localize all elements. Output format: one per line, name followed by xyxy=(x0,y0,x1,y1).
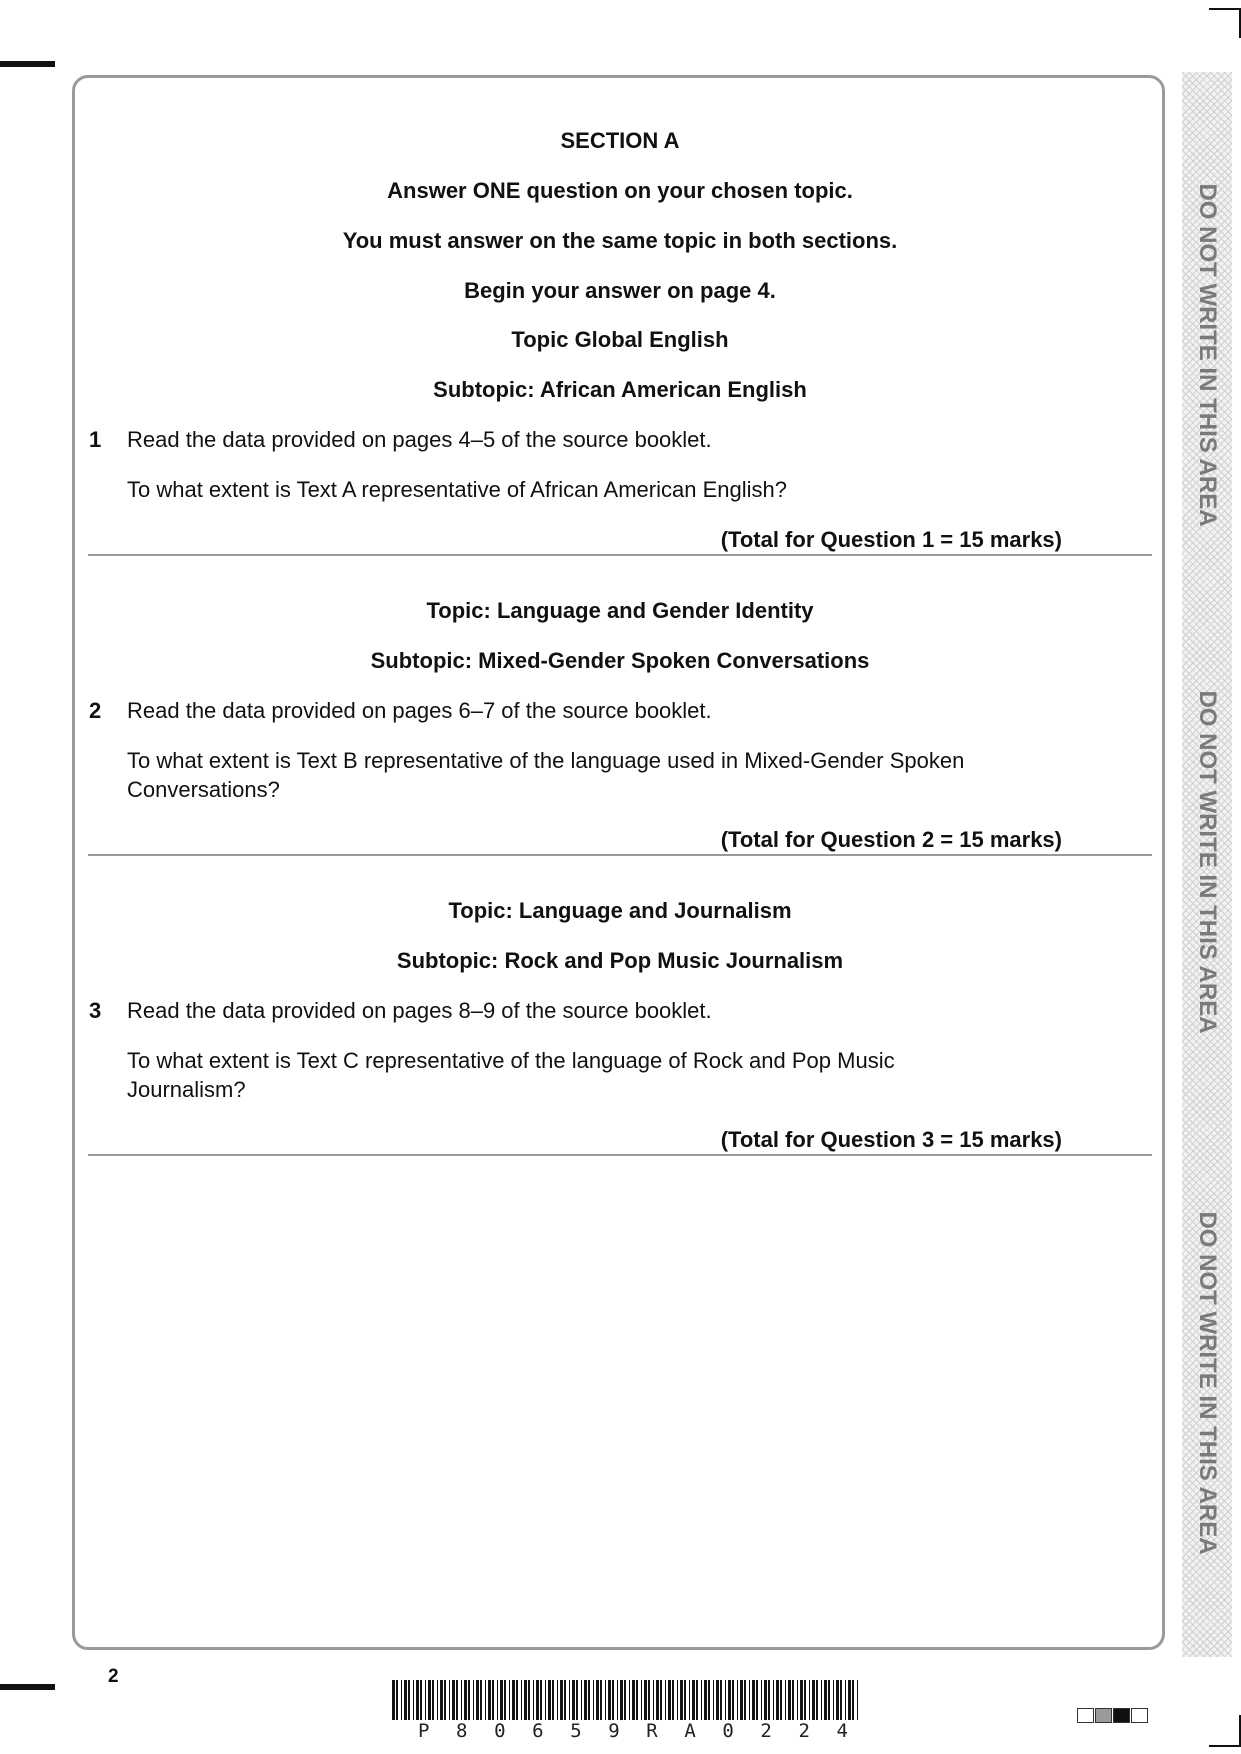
q3-instruction: Read the data provided on pages 8–9 of the source booklet. xyxy=(127,998,712,1023)
barcode-bar xyxy=(653,1680,654,1720)
barcode-bar xyxy=(564,1680,566,1720)
q3-prompt: To what extent is Text C representative of the language of Rock and Pop Music Journalism? xyxy=(127,1048,895,1102)
q1-prompt: To what extent is Text A representative of African American English? xyxy=(127,477,787,502)
barcode-bar xyxy=(452,1680,455,1720)
barcode-char: 9 xyxy=(608,1720,620,1742)
barcode-bar xyxy=(668,1680,671,1720)
q3-total-marks: (Total for Question 3 = 15 marks) xyxy=(720,1127,1062,1152)
marker-square-grey xyxy=(1095,1708,1112,1723)
q2-prompt: To what extent is Text B representative of the language used in Mixed-Gender Spoken Conversations? xyxy=(127,748,965,802)
barcode-char: 2 xyxy=(760,1720,772,1742)
page-marker-squares xyxy=(1077,1708,1148,1723)
barcode-bar xyxy=(672,1680,674,1720)
barcode-bar xyxy=(656,1680,659,1720)
barcode-bar xyxy=(761,1680,762,1720)
instruction-same-topic: You must answer on the same topic in both sections. xyxy=(342,228,898,253)
barcode-bar xyxy=(780,1680,782,1720)
q1-total-marks: (Total for Question 1 = 15 marks) xyxy=(720,527,1062,552)
barcode-bar xyxy=(708,1680,710,1720)
barcode-bar xyxy=(833,1680,834,1720)
marker-square-empty xyxy=(1131,1708,1148,1723)
barcode-bar xyxy=(752,1680,755,1720)
barcode-bar xyxy=(632,1680,635,1720)
q2-instruction: Read the data provided on pages 6–7 of the source booklet. xyxy=(127,698,712,723)
barcode-bar xyxy=(773,1680,774,1720)
q3-divider xyxy=(88,1154,1152,1156)
barcode-char: 0 xyxy=(494,1720,506,1742)
barcode-bar xyxy=(629,1680,630,1720)
barcode-bar xyxy=(588,1680,590,1720)
barcode-char: 0 xyxy=(722,1720,734,1742)
barcode-bar xyxy=(677,1680,678,1720)
barcode-bar xyxy=(768,1680,770,1720)
barcode-bar xyxy=(696,1680,698,1720)
barcode-bar xyxy=(468,1680,470,1720)
marker-square-black xyxy=(1113,1708,1130,1723)
barcode-bar xyxy=(444,1680,446,1720)
q3-number: 3 xyxy=(89,998,102,1023)
registration-mark-bottom-right-h xyxy=(1209,1745,1241,1747)
barcode-bar xyxy=(404,1680,407,1720)
barcode-bar xyxy=(593,1680,594,1720)
barcode-bar xyxy=(509,1680,510,1720)
barcode-bar xyxy=(744,1680,746,1720)
barcode-bar xyxy=(605,1680,606,1720)
q2-total-marks: (Total for Question 2 = 15 marks) xyxy=(720,827,1062,852)
q1-number: 1 xyxy=(89,427,102,452)
barcode-bar xyxy=(756,1680,758,1720)
barcode-bar xyxy=(740,1680,743,1720)
barcode-bar xyxy=(464,1680,467,1720)
barcode-bar xyxy=(548,1680,551,1720)
barcode-bar xyxy=(584,1680,587,1720)
barcode-bar xyxy=(821,1680,822,1720)
barcode-bar xyxy=(533,1680,534,1720)
barcode-bar xyxy=(648,1680,650,1720)
barcode-bar xyxy=(608,1680,611,1720)
barcode-char: 5 xyxy=(570,1720,582,1742)
q2-number: 2 xyxy=(89,698,102,723)
barcode-bar xyxy=(704,1680,707,1720)
barcode-bar xyxy=(576,1680,578,1720)
barcode-bar xyxy=(840,1680,842,1720)
barcode-bar xyxy=(689,1680,690,1720)
barcode-bar xyxy=(816,1680,818,1720)
barcode-bar xyxy=(416,1680,419,1720)
page-number: 2 xyxy=(108,1666,119,1687)
barcode-char: 8 xyxy=(456,1720,468,1742)
barcode-bar xyxy=(701,1680,702,1720)
barcode-bar xyxy=(536,1680,539,1720)
barcode-bar xyxy=(644,1680,647,1720)
barcode-char: R xyxy=(646,1720,658,1742)
barcode-char: A xyxy=(684,1720,696,1742)
registration-mark-bottom-left xyxy=(0,1684,55,1690)
instruction-begin-page: Begin your answer on page 4. xyxy=(464,278,776,303)
barcode-char: 4 xyxy=(836,1720,848,1742)
barcode-bar xyxy=(788,1680,791,1720)
barcode-bar xyxy=(449,1680,450,1720)
barcode-bar xyxy=(641,1680,642,1720)
barcode-text xyxy=(418,1720,848,1742)
barcode-bar xyxy=(617,1680,618,1720)
barcode-bar xyxy=(776,1680,779,1720)
question-frame xyxy=(72,75,1165,1650)
barcode-bar xyxy=(749,1680,750,1720)
barcode-bar xyxy=(521,1680,522,1720)
barcode-bar xyxy=(845,1680,846,1720)
barcode-bar xyxy=(413,1680,414,1720)
barcode-bar xyxy=(836,1680,839,1720)
barcode-bar xyxy=(764,1680,767,1720)
barcode-char: 6 xyxy=(532,1720,544,1742)
section-heading: SECTION A xyxy=(560,128,680,153)
barcode-bar xyxy=(800,1680,803,1720)
barcode-bar xyxy=(857,1680,858,1720)
barcode-bar xyxy=(848,1680,851,1720)
barcode-bar xyxy=(524,1680,527,1720)
instruction-choose-one: Answer ONE question on your chosen topic. xyxy=(387,178,853,203)
q1-instruction: Read the data provided on pages 4–5 of the source booklet. xyxy=(127,427,712,452)
barcode-bar xyxy=(401,1680,402,1720)
barcode-bar xyxy=(540,1680,542,1720)
marker-square-empty xyxy=(1077,1708,1094,1723)
barcode-bar xyxy=(545,1680,546,1720)
barcode-bar xyxy=(497,1680,498,1720)
barcode-bar xyxy=(480,1680,482,1720)
barcode-bar xyxy=(392,1680,395,1720)
barcode-bar xyxy=(557,1680,558,1720)
barcode-bar xyxy=(636,1680,638,1720)
barcode-bar xyxy=(804,1680,806,1720)
barcode-char: P xyxy=(418,1720,430,1742)
barcode-bar xyxy=(600,1680,602,1720)
barcode xyxy=(392,1680,862,1720)
barcode-bar xyxy=(824,1680,827,1720)
barcode-bar xyxy=(713,1680,714,1720)
barcode-bar xyxy=(528,1680,530,1720)
registration-mark-top-left xyxy=(0,61,55,67)
barcode-bar xyxy=(828,1680,830,1720)
q3-subtopic: Subtopic: Rock and Pop Music Journalism xyxy=(396,948,844,973)
barcode-bar xyxy=(684,1680,686,1720)
q1-subtopic: Subtopic: African American English xyxy=(433,377,807,402)
q2-divider xyxy=(88,854,1152,856)
barcode-bar xyxy=(792,1680,794,1720)
barcode-bar xyxy=(572,1680,575,1720)
barcode-bar xyxy=(437,1680,438,1720)
barcode-char: 2 xyxy=(798,1720,810,1742)
barcode-bar xyxy=(728,1680,731,1720)
barcode-bar xyxy=(725,1680,726,1720)
barcode-bar xyxy=(488,1680,491,1720)
barcode-bar xyxy=(809,1680,810,1720)
barcode-bar xyxy=(596,1680,599,1720)
barcode-bar xyxy=(461,1680,462,1720)
barcode-bar xyxy=(680,1680,683,1720)
q3-topic: Topic: Language and Journalism xyxy=(448,898,792,923)
barcode-bar xyxy=(560,1680,563,1720)
registration-mark-top-right-h xyxy=(1209,8,1241,10)
barcode-bar xyxy=(440,1680,443,1720)
barcode-bar xyxy=(737,1680,738,1720)
barcode-bar xyxy=(456,1680,458,1720)
barcode-bar xyxy=(569,1680,570,1720)
barcode-bar xyxy=(504,1680,506,1720)
barcode-bar xyxy=(425,1680,426,1720)
q1-divider xyxy=(88,554,1152,556)
barcode-bar xyxy=(624,1680,626,1720)
q2-topic: Topic: Language and Gender Identity xyxy=(426,598,814,623)
barcode-bar xyxy=(692,1680,695,1720)
barcode-bar xyxy=(720,1680,722,1720)
barcode-bar xyxy=(852,1680,854,1720)
barcode-bar xyxy=(552,1680,554,1720)
barcode-bar xyxy=(665,1680,666,1720)
barcode-bar xyxy=(432,1680,434,1720)
barcode-bar xyxy=(396,1680,398,1720)
q2-subtopic: Subtopic: Mixed-Gender Spoken Conversations xyxy=(370,648,870,673)
barcode-bar xyxy=(812,1680,815,1720)
barcode-bar xyxy=(408,1680,410,1720)
barcode-bar xyxy=(612,1680,614,1720)
barcode-bar xyxy=(512,1680,515,1720)
barcode-bar xyxy=(785,1680,786,1720)
barcode-bar xyxy=(516,1680,518,1720)
barcode-bar xyxy=(660,1680,662,1720)
barcode-bar xyxy=(428,1680,431,1720)
barcode-bar xyxy=(732,1680,734,1720)
q1-topic: Topic Global English xyxy=(511,327,729,352)
barcode-bar xyxy=(620,1680,623,1720)
barcode-bar xyxy=(420,1680,422,1720)
barcode-bar xyxy=(473,1680,474,1720)
barcode-bar xyxy=(476,1680,479,1720)
barcode-bar xyxy=(485,1680,486,1720)
barcode-bar xyxy=(581,1680,582,1720)
barcode-bar xyxy=(492,1680,494,1720)
barcode-bar xyxy=(797,1680,798,1720)
barcode-bar xyxy=(716,1680,719,1720)
barcode-bar xyxy=(500,1680,503,1720)
